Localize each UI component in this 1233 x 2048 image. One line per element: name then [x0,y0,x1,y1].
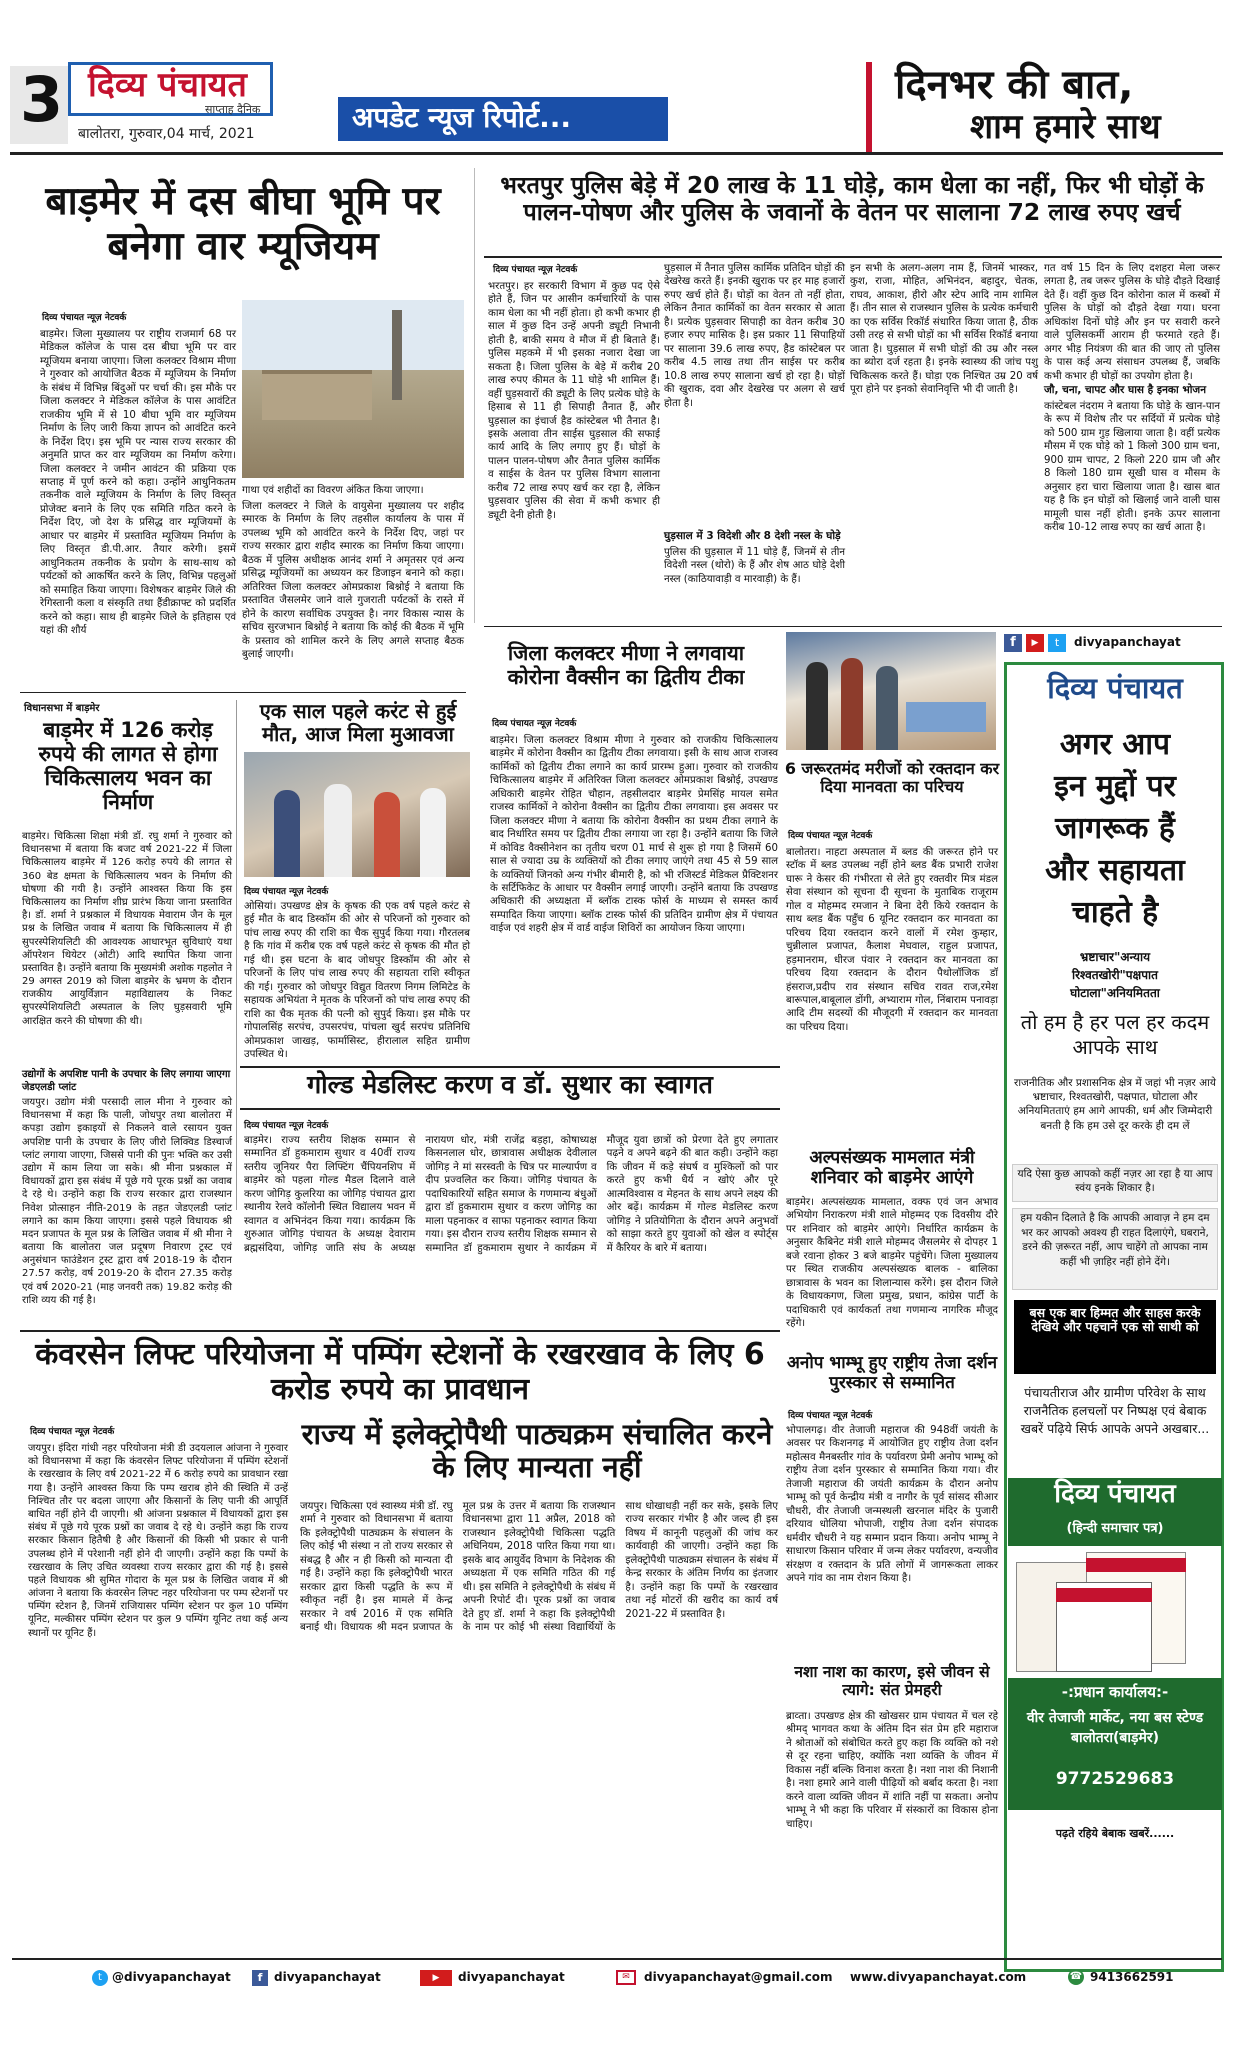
promo-desc2: पंचायतीराज और ग्रामीण परिवेश के साथ राजनैतिक हलचलों पर निष्पक्ष एवं बेबाक खबरें पढ़िये सिर्फ आपके अपने अखबार... [1020,1385,1210,1437]
bharatpur-headline: भरतपुर पुलिस बेड़े में 20 लाख के 11 घोड़े, काम धेला का नहीं, फिर भी घोड़ों के पालन-पोषण और पुलिस के जवानों के वेतन पर सालाना 72 लाख रुपए खर्च [500,171,1204,227]
hospital-text2: जयपुर। उद्योग मंत्री परसादी लाल मीना ने गुरुवार को विधानसभा में कहा कि पाली, जोधपुर तथा बालोतरा में कपड़ा उद्योग इकाइयों से निकलने वाले रसायन युक्त अपशिष्ट पानी के उपचार के लिए जीरो लिक्विड डिस्चार्ज प्लांट लगाया जाएगा, जिससे पानी की पुनः भक्ति कर उसी उद्योग में काम लिया जा सके। श्री मीना प्रश्नकाल में विधायकों द्वारा इस संबंध में पूछे गये पूरक प्रश्नों का जवाब दे रहे थे। उन्होंने कहा कि राज्य सरकार द्वारा राजस्थान निवेश प्रोत्साहन नीति-2019 के तहत जेडएलडी प्लांट लगाने का काम किया जाएगा। इससे पहले विधायक श्री मदन प्रजापत के मूल प्रश्न के लिखित जवाब में श्री मीना ने बताया कि बालोतरा जल प्रदूषण निवारण ट्रस्ट एवं अनुसंधान फाउंडेशन ट्रस्ट द्वारा वर्ष 2018-19 के दौरान 27.57 करोड़, वर्ष 2019-20 के दौरान 27.35 करोड़ एवं वर्ष 2020-21 (माह जनवरी तक) 19.82 करोड़ की राशि व्यय की गई है। [22,1097,232,1306]
bharatpur-col3: घुड़साल में तैनात पुलिस कार्मिक प्रतिदिन घोड़ों की देखरेख करते हैं। इनकी खुराक पर हर माह हजारों रुपए खर्च होते हैं। घोड़ों का वेतन तो नहीं होता, लेकिन तैनात कार्मिकों का वेतन सरकार से आता है। प्रत्येक घुड़सवार सिपाही का वेतन करीब 30 हजार रुपए मासिक है। इस प्रकार 11 सिपाहियों पर सालाना 39.6 लाख रुपए, हैड कांस्टेबल पर करीब 4.5 लाख तथा तीन साईस पर करीब 10.8 लाख रुपए सालाना खर्च हो रहा है। घोड़ों की खुराक, दवा और देखरेख पर अलग से खर्च होता है। [664,263,845,409]
bharatpur-col4b: कांस्टेबल नंदराम ने बताया कि घोड़े के खान-पान के रूप में विशेष तौर पर सर्दियों में प्रत्येक घोड़े को 500 ग्राम गुड़ खिलाया जाता है। वहीं प्रत्येक मौसम में एक घोड़े को 1 किलो 300 ग्राम चना, 900 ग्राम चापट, 2 किलो 220 ग्राम जौ और 8 किलो 180 ग्राम सूखी घास व मौसम के अनुसार हरा चारा खिलाया जाता है। खास बात यह है कि इन घोड़ों को खिलाई जाने वाली घास मामूली घास नहीं होती। इनके ऊपर सालाना करीब 10-12 लाख रुपए का खर्च आता है। [1044,401,1220,534]
bharatpur-col1: भरतपुर। हर सरकारी विभाग में कुछ पद ऐसे होते हैं, जिन पर आसीन कर्मचारियों के पास काम धेला का भी नहीं होता। हो कभी कभार ही साल में कुछ दिन उन्हें अपनी ड्यूटी निभानी होती है, बाकी समय वे मौज में ही बिताते हैं। पुलिस महकमे में भी इसका नजारा देखा जा सकता है। जिला पुलिस के बेड़े में करीब 20 लाख रुपए कीमत के 11 घोड़े भी शामिल हैं। वहीं घुड़सवारों की ड्यूटी के लिए प्रत्येक घोड़े के हिसाब से 11 ही सिपाही तैनात हैं, और घुड़साल का इंचार्ज हैड कांस्टेबल भी तैनात है। इसके अलावा तीन साईस घुड़साल की सफाई कार्य आदि के लिए लगाए हुए हैं। घोड़ों के पालन पालन-पोषण और तैनात पुलिस कार्मिक व साईस के वेतन पर पुलिस विभाग सालाना करीब 72 लाख रुपए खर्च कर रहा है, लेकिन घुड़सवार पुलिस की सेवा में कभी कभार ही ड्यूटी देनी होती है। [488,281,660,521]
promo-box1: यदि ऐसा कुछ आपको कहीं नज़र आ रहा है या आप स्वंय इनके शिकार है। [1012,1164,1218,1202]
social-row [1004,632,1220,654]
bharatpur-col4: इन सभी के अलग-अलग नाम हैं, जिनमें भास्कर, कुश, राजा, मोहित, अभिनंदन, बहादुर, चेतक, राघव, आकाश, हीरो और स्टेप आदि नाम शामिल हैं। तीन साल से राजस्थान पुलिस के प्रत्येक कर्मचारी का एक सर्विस रिकॉर्ड संधारित किया जाता है, ठीक उसी तरह से सभी घोड़ों का भी सर्विस रिकॉर्ड बनाया जाता है। घुड़साल में सभी घोड़ों की उम्र और नस्ल का ब्योरा दर्ज रहता है। इनके स्वास्थ्य की जांच पशु चिकित्सक करते हैं। घोड़ा एक निश्चित उम्र 20 वर्ष पूरा होने पर इनको सेवानिवृत्ति भी दी जाती है। [850,263,1038,396]
youtube-icon[interactable]: ▶ [420,1970,452,1986]
bharatpur-subhead2: जौ, चना, चापट और घास है इनका भोजन [1044,384,1207,396]
kanwarsen-byline: दिव्य पंचायत न्यूज़ नेटवर्क [30,1427,115,1437]
thumb-red-strip [1056,1588,1152,1602]
bharatpur-byline: दिव्य पंचायत न्यूज़ नेटवर्क [493,265,578,275]
rule [484,626,1222,627]
promo-phone[interactable]: 9772529683 [1055,1769,1175,1789]
slogan-line2: शाम हमारे साथ [970,107,1161,147]
masthead-rule [10,152,1223,155]
war-museum-text-left: बाड़मेर। जिला मुख्यालय पर राष्ट्रीय राजमार्ग 68 पर मेडिकल कॉलेज के पास दस बीघा भूमि पर वार म्यूजियम बनाया जाएगा। जिला कलक्टर विश्राम मीणा ने गुरुवार को आयोजित बैठक में म्यूजियम के निर्माण के संबंध में विभिन्न बिंदुओं पर चर्चा की। इस मौके पर जिला कलक्टर ने मेडिकल कॉलेज के पास आवंटित राजकीय भूमि में से 10 बीघा भूमि वार म्यूजियम निर्माण के लिए जारी किया ज्ञापन को आवंटित करने के निर्देश दिए। इस भूमि पर न्यास राज्य सरकार की अनुमति प्राप्त कर वार म्यूजियम का निर्माण करेगा। जिला कलक्टर ने जमीन आवंटन की प्रक्रिया एक सप्ताह में पूर्ण करने को कहा। उन्होंने आधुनिकतम तकनीक वाले म्यूजियम के निर्माण के लिए विस्तृत प्रोजेक्ट बनाने के लिए एक समिति गठित करने के निर्देश दिए, जो देश के प्रसिद्ध वार म्यूजियमों के आधार पर बाड़मेर में प्रस्तावित म्यूजियम निर्माण के लिए विस्तृत डी.पी.आर. तैयार करेगी। इसमें आधुनिकतम तकनीक के प्रयोग के साथ-साथ को पर्यटकों को आकर्षित करने के लिए, विभिन्न पहलुओं को समाहित किया जाएगा। विशेषकर बाड़मेर जिले की रेगिस्तानी कला व संस्कृति तथा हैंडीक्राफ्ट को प्रदर्शित करने को कहा। साथ ही बाड़मेर जिले के इतिहास एवं यहां की शौर्य [40,329,236,636]
addiction-headline: नशा नाश का कारण, इसे जीवन से त्यागे: संत प्रेमहरी [794,1663,990,1699]
person [876,666,898,750]
slogan-line1: दिनभर की बात, [895,62,1134,108]
monument [392,310,402,400]
bharatpur-subhead: घुड़साल में 3 विदेशी और 8 देशी नस्ल के घोड़े [664,530,841,542]
promo-footer: पढ़ते रहिये बेबाक खबरें...... [1055,1827,1175,1840]
hospital-sub: उद्योगों के अपशिष्ट पानी के उपचार के लिए लगाया जाएगा जेडएलडी प्लांट [22,1069,231,1093]
slogan-red-bar [866,62,872,152]
rule [484,256,1222,258]
rule [20,692,466,693]
person [841,658,863,750]
twitter-icon[interactable]: t [1048,634,1066,652]
masthead [0,0,1233,150]
war-museum-headline: बाड़मेर में दस बीघा भूमि पर बनेगा वार म्यूजियम [45,179,441,269]
blood-text: बालोतरा। नाहटा अस्पताल में ब्लड की जरूरत होने पर स्टॉक में ब्लड उपलब्ध नहीं होने ब्लड बैंक प्रभारी राजेश घारू ने केसर की गंभीरता से लेते हुए रक्तवीर मित्र मंडल सेवा संस्थान को सूचना दी सूचना के मुताबिक राजूराम गोल व मोहम्मद रमजान ने बिना देरी किये रक्तदान के साथ ब्लड बैंक पहुँच 6 यूनिट रक्तदान कर मानवता का परिचय दिया रक्तदान करने वालों में रमेश कुम्हार, चुन्नीलाल प्रजापत, कैलाश मेघवाल, राहुल प्रजापत, हड़मानराम, धीरज पंवार ने रक्तदान कर मानवता का परिचय दिया रक्तदान के दौरान पैथोलॉजिक डॉ हंसराज,प्रदीप राव संस्थान सचिव रावत राज,रमेश बारूपाल,बाबूलाल डोंगी, अभ्याराम गोल, निंबाराम पनावड़ा आदि टीम सदस्यों की मौजूदगी में रक्तदान कर मानवता का परिचय दिया। [786,847,998,1033]
sky [242,300,464,370]
hospital-text: बाड़मेर। चिकित्सा शिक्षा मंत्री डॉ. रघु शर्मा ने गुरुवार को विधानसभा में बताया कि बजट वर्ष 2021-22 में जिला चिकित्सालय बाड़मेर में 126 करोड़ रुपये की लागत से 360 बेड क्षमता के चिकित्सालय भवन के निर्माण की घोषणा की गयी है। उन्होंने आश्वस्त किया कि इस चिकित्सालय का निर्माण शीघ्र प्रारंभ किया जाना प्रस्तावित है। डॉ. शर्मा ने प्रश्नकाल में विधायक मेवाराम जैन के मूल प्रश्न के लिखित जवाब में बताया कि चिकित्सालय में ही सुपरस्पेशियलिटी की आवश्यक आधारभूत सुविधाएं यथा ऑपरेशन थियेटर (ओटी) आदि स्थापित किया जाना प्रस्तावित है। उन्होंने बताया कि मुख्यमंत्री अशोक गहलोत ने 29 अगस्त 2019 को जिला बाड़मेर के भ्रमण के दौरान राजकीय आयुर्विज्ञान महाविद्यालय के निकट सुपरस्पेशियलिटी अस्पताल के लिए घुड़सवारी भूमि आरक्षित करने की घोषणा की थी। [22,831,232,1027]
vaccine-byline: दिव्य पंचायत न्यूज़ नेटवर्क [492,719,577,729]
compensation-photo [244,752,470,877]
darshan-headline: अनोप भाम्भू हुए राष्ट्रीय तेजा दर्शन पुरस्कार से सम्मानित [786,1353,998,1393]
promo-brand: दिव्य पंचायत [1047,671,1183,705]
promo-line1: अगर आप [1059,727,1171,762]
darshan-text: भोपालगढ़। वीर तेजाजी महाराज की 948वीं जयंती के अवसर पर किशनगढ़ में आयोजित हुए राष्ट्रीय तेजा दर्शन महोत्सव मैनबस्तीर गांव के पर्यावरण प्रेमी अनोप भाम्भू को राष्ट्रीय तेजा दर्शन पुरस्कार से सम्मानित किया गया। वीर तेजाजी महाराज की जयंती कार्यक्रम के दौरान अनोप भाम्भू को पूर्व केन्द्रीय मंत्री व नागौर के पूर्व सांसद सीआर चौधरी, वीर तेजाजी जन्मस्थली खरनाल मंदिर के पुजारी दरियाव धोलिया भोपाजी, राष्ट्रीय तेजा दर्शन संपादक धर्मवीर चौधरी ने यह सम्मान प्रदान किया। अनोप भाम्भू ने साधारण किसान परिवार में जन्म लेकर पर्यावरण, वन्यजीव संरक्षण व रक्तदान के प्रति लोगों में जागरूकता लाकर अपने गांव का नाम रोशन किया है। [786,1425,998,1584]
blood-photo [786,632,996,750]
vaccine-headline: जिला कलक्टर मीणा ने लगवाया कोरोना वैक्सीन का द्वितीय टीका [507,641,745,689]
dateline: बालोतरा, गुरुवार,04 मार्च, 2021 [78,126,255,142]
youtube-icon[interactable]: ▶ [1026,634,1044,652]
facebook-icon[interactable]: f [1004,634,1022,652]
promo-box2: हम यकीन दिलाते है कि आपकी आवाज़ ने हम दम भर कर आपको अवश्य ही राहत दिलाएंगे, घबराने, डरने की ज़रूरत नहीं, आप चाहेंगे तो आपका नाम कहीं भी ज़ाहिर नहीं होने देंगे। [1012,1208,1218,1290]
email-icon[interactable]: ✉ [616,1970,636,1985]
blood-headline: 6 जरूरतमंद मरीजों को रक्तदान कर दिया मानवता का परिचय [784,759,1000,797]
paper-tag: साप्ताह दैनिक [205,103,261,116]
hospital-kicker: विधानसभा में बाड़मेर [24,703,100,714]
footer-website[interactable]: www.divyapanchayat.com [850,1970,1027,1984]
compensation-byline: दिव्य पंचायत न्यूज़ नेटवर्क [244,887,329,897]
twitter-icon[interactable]: t [92,1970,108,1986]
promo-issue2: रिश्वतखोरी"पक्षपात [1071,968,1158,982]
promo-office-addr: वीर तेजाजी मार्केट, नया बस स्टेण्ड बालोतरा(बाड़मेर) [1026,1710,1204,1747]
promo-line2: इन मुद्दों पर [1054,769,1176,804]
thumb-red-strip [1086,1558,1186,1572]
minister-headline: अल्पसंख्यक मामलात मंत्री शनिवार को बाड़मेर आएंगे [809,1148,975,1189]
bharatpur-frame [474,168,475,623]
page-number: 3 [20,63,64,136]
footer-phone[interactable]: 9413662591 [1090,1970,1174,1984]
promo-brand2-sub: (हिन्दी समाचार पत्र) [1066,1521,1164,1536]
addiction-text: ब्राव्ता। उपखण्ड क्षेत्र की खोखसर ग्राम पंचायत में चल रहे श्रीमद् भागवत कथा के अंतिम दिन संत प्रेम हरि महाराज ने श्रोताओं को संबोधित करते हुए कहा कि व्यक्ति को नशे से दूर रहना चाहिए, क्योंकि नशा व्यक्ति के जीवन में विकास नहीं बल्कि विनाश करता है। नशा नाश की निशानी है। नशा हमारे आने वाली पीढ़ियों को बर्बाद करता है। नशा करने वाला व्यक्ति जीवन में शांति नहीं पा सकता। अनोप भाम्भू ने भी कहा कि परिवार में संस्कारों का विकास होना चाहिए। [786,1711,998,1830]
bed [906,702,986,732]
rule [20,1330,780,1332]
facebook-icon[interactable]: f [252,1970,268,1986]
kanwarsen-headline: कंवरसेन लिफ्ट परियोजना में पम्पिंग स्टेशनों के रखरखाव के लिए 6 करोड रुपये का प्रावधान [35,1337,765,1407]
phone-icon: ☎ [1068,1969,1084,1985]
footer-bar [12,1958,1222,1994]
electro-headline: राज्य में इलेक्ट्रोपैथी पाठ्यक्रम संचालित करने के लिए मान्यता नहीं [301,1417,773,1485]
person [324,784,352,877]
person [274,790,300,877]
social-handle[interactable]: divyapanchayat [1074,635,1181,649]
gold-text: बाड़मेर। राज्य स्तरीय शिक्षक सम्मान से सम्मानित डॉ हुकमाराम सुथार व 40वीं राज्य स्तरीय जूनियर पैरा लिफ्टिंग चैंपियनशिप में बाड़मेर को पहला गोल्ड मैडल दिलाने वाले करण जोगिड़ कुलरिया का जोगिड़ पंचायत द्वारा स्थानीय रेलवे कॉलोनी स्थित विद्यालय भवन में स्वागत व अभिनंदन किया गया। कार्यक्रम कि शुरुआत जोगिड़ पंचायत के अध्यक्ष देवाराम ब्रह्मसंदिया, जोगिड़ जाति संघ के अध्यक्ष नारायण धोर, मंत्री राजेंद्र बड़हा, कोषाध्यक्ष किसनलाल धोर, छात्रावास अधीक्षक देवीलाल जोगिड़ ने मां सरस्वती के चित्र पर माल्यार्पण व दीप प्रज्वलित कर किया। जोगिड़ पंचायत के पदाधिकारियों सहित समाज के गणमान्य बंधुओं द्वारा डॉ हुकमाराम सुथार व करण जोगिड़ का माला पहनाकर व साफा पहनाकर स्वागत किया गया। इस दौरान राज्य स्तरीय शिक्षक सम्मान से सम्मानित डॉ हुकमाराम सुथार ने कार्यक्रम में मौजूद युवा छात्रों को प्रेरणा देते हुए लगातार पढ़ने व अपने बढ़ने की बात कही। उन्होंने कहा कि जीवन में कड़े संघर्ष व मुश्किलों को पार करते हुए कभी धैर्य न खोएं और पूरे आत्मविश्वास व मेहनत के साथ अपने लक्ष्य की ओर बढ़ें। कार्यक्रम में गोल्ड मेडलिस्ट करण जोगिड़ ने प्रतियोगिता के दौरान अपने अनुभवों को साझा करते हुए युवाओं को खेल व स्पोर्ट्स में कैरियर के बारे में बताया। [244,1135,778,1254]
footer-youtube[interactable]: divyapanchayat [458,1970,565,1984]
promo-line3: जागरूक हैं [1055,811,1175,846]
blood-byline: दिव्य पंचायत न्यूज़ नेटवर्क [788,831,873,841]
footer-facebook[interactable]: divyapanchayat [274,1970,381,1984]
promo-black1: बस एक बार हिम्मत और साहस करके देखिये और पहचानें एक सो साथी को [1014,1300,1216,1374]
person [420,788,446,877]
promo-issue1: भ्रष्टाचार"अन्याय [1079,950,1151,964]
person [806,662,828,750]
update-banner-text: अपडेट न्यूज रिपोर्ट... [352,101,572,134]
darshan-byline: दिव्य पंचायत न्यूज़ नेटवर्क [788,1411,873,1421]
compensation-headline: एक साल पहले करंट से हुई मौत, आज मिला मुआवजा [259,699,457,746]
promo-paper-thumbs [1016,1552,1216,1672]
vaccine-text: बाड़मेर। जिला कलक्टर विश्राम मीणा ने गुरुवार को राजकीय चिकित्सालय बाड़मेर में कोरोना वैक्सीन का द्वितीय टीका लगवाया। इसी के साथ आज राजस्व कार्मिकों को द्वितीय टीका लगाने का कार्य प्रारम्भ हुआ। गुरुवार को राजकीय चिकित्सालय बाड़मेर में अतिरिक्त जिला कलक्टर ओमप्रकाश बिश्नोई, उपखण्ड अधिकारी बाड़मेर रोहित चौहान, तहसीलदार बाड़मेर प्रेमसिंह मायल समेत राजस्व कार्मिकों ने कोरोना वैक्सीन का द्वितीय टीका लगवाया। इस अवसर पर जिला कलक्टर मीणा ने बताया कि कोरोना वैक्सीन का प्रथम टीका लगाने के बाद निर्धारित समय पर द्वितीय टीका लगाया जा रहा है। उन्होंने बताया कि जिले में कोविड वैक्सीनेशन का तृतीय चरण 01 मार्च से शुरू हो गया है जिसमें 60 साल से ज्यादा उम्र के व्यक्तियों को टीका लगाए जाएंगे तथा 45 से 59 साल के व्यक्तियों जिनको अन्य गंभीर बीमारी है, को भी रजिस्टर्ड मेडिकल प्रैक्टिशनर के सर्टिफिकेट के आधार पर वैक्सीन लगाई जाएगी। उन्होंने बताया कि उपखण्ड अधिकारी की अध्यक्षता में ब्लॉक टास्क फोर्स के माध्यम से समस्त कार्य सम्पादित किया जाएगा। ब्लॉक टास्क फोर्स की प्रतिदिन ग्रामीण क्षेत्र में पंचायत वाईज एवं शहरी क्षेत्र में वार्ड वाईज शिविरों का आयोजन किया जाएगा। [490,735,778,935]
compensation-text: ओसियां। उपखण्ड क्षेत्र के कृषक की एक वर्ष पहले करंट से हुई मौत के बाद डिस्कॉम की ओर से परिजनों को गुरुवार को पांच लाख रुपए की राशि का चैक सुपुर्द किया गया। गौरतलब है कि गांव में करीब एक वर्ष पहले करंट से कृषक की मौत हो गई थी। इस घटना के बाद जोधपुर डिस्कॉम की ओर से परिजनों के लिए पांच लाख रुपए की सहायता राशि स्वीकृत की गई। गुरुवार को जोधपुर विद्युत वितरण निगम लिमिटेड के सहायक अभियंता ने मृतक के परिजनों को पांच लाख रुपए की राशि का चैक मृतक की पत्नी को सुपुर्द किया। इस मौके पर गोपालसिंह सरपंच, उपसरपंच, पांचला खुर्द सरपंच प्रतिनिधि ओमप्रकाश जाखड़, फार्मासिस्ट, हीरालाल सहित ग्रामीण उपस्थित थे। [244,901,470,1060]
rule [236,700,237,1210]
promo-desc: राजनीतिक और प्रशासनिक क्षेत्र में जहां भी नज़र आये भ्रष्टाचार, रिश्वतखोरी, पक्षपात, घोटाला और अनियमितताएं हम आगे आपकी, धर्म और जिम्मेदारी बनती है कि हम उसे दूर करके ही दम लें [1014,1077,1216,1132]
war-museum-text-right: जिला कलक्टर ने जिले के वायुसेना मुख्यालय पर शहीद स्मारक के निर्माण के लिए तहसील कार्यालय के पास में उपलब्ध भूमि को आवंटित करने के निर्देश दिए, जहां पर राज्य सरकार द्वारा शहीद स्मारक का निर्माण किया जाएगा। बैठक में पुलिस अधीक्षक आनंद शर्मा ने अमृतसर एवं अन्य प्रसिद्ध म्यूजियमों का अध्ययन कर डिजाइन बनाने को कहा। अतिरिक्त जिला कलक्टर ओमप्रकाश बिश्नोई ने बताया कि प्रस्तावित जैसलमेर जाने वाले गुजराती पर्यटकों के रास्ते में होने के कारण सर्वाधिक उपयुक्त है। नगर विकास न्यास के सचिव सुरजभान बिश्नोई ने बताया कि कोई की बैठक में भूमि के प्रस्ताव को शामिल करने के लिए अगले सप्ताह बैठक बुलाई जाएगी। [242,501,464,660]
footer-twitter[interactable]: @divyapanchayat [112,1970,231,1984]
bharatpur-col4-extra: गत वर्ष 15 दिन के लिए दशहरा मेला जरूर लगता है, तब जरूर पुलिस के घोड़े दौड़ते दिखाई देते हैं। वहीं कुछ दिन कोरोना काल में कस्बों में पुलिस के घोड़ों को दौड़ते देखा गया। घरना अधिकांश दिनों घोड़े और इन पर सवारी करने वाले पुलिसकर्मी आराम ही फरमाते रहते हैं। अगर भीड़ नियंत्रण की बात की जाए तो पुलिस के पास कई अन्य संसाधन उपलब्ध हैं, जबकि कभी कभार ही घोड़ों का उपयोग होता है। [1044,263,1220,382]
promo-office-label: -:प्रधान कार्यालय:- [1061,1683,1169,1701]
promo-tagline: तो हम है हर पल हर कदम आपके साथ [1020,1010,1210,1059]
minister-text: बाड़मेर। अल्पसंख्यक मामलात, वक्फ एवं जन अभाव अभियोग निराकरण मंत्री शाले मोहम्मद एक दिवसीय दौरे पर शनिवार को बाड़मेर आएंगे। निर्धारित कार्यक्रम के अनुसार कैबिनेट मंत्री शाले मोहम्मद जैसलमेर से दोपहर 1 बजे रवाना होकर 3 बजे बाड़मेर पहुंचेंगे। जिला मुख्यालय पर स्थित राजकीय अल्पसंख्यक बालक - बालिका छात्रावास के भवन का शिलान्यास करेंगे। इस दौरान जिले के विधायकगण, जिला प्रमुख, प्रधान, कांग्रेस पार्टी के पदाधिकारी एवं कार्यकर्ता तथा गणमान्य नागरिक मौजूद रहेंगे। [786,1197,998,1330]
promo-brand2: दिव्य पंचायत [1054,1479,1176,1509]
bharatpur-col3b: पुलिस की घुड़साल में 11 घोड़े हैं, जिनमें से तीन विदेशी नस्ल (थोरो) के हैं और शेष आठ घोड़े देशी नस्ल (काठियावाड़ी व मारवाड़ी) के हैं। [664,547,845,585]
building [262,370,372,420]
promo-line5: चाहते है [1071,895,1159,930]
war-museum-byline: दिव्य पंचायत न्यूज़ नेटवर्क [42,313,127,323]
war-museum-photo [242,300,464,478]
footer-email[interactable]: divyapanchayat@gmail.com [644,1970,833,1984]
hospital-headline: बाड़मेर में 126 करोड़ रुपये की लागत से होगा चिकित्सालय भवन का निर्माण [38,718,218,815]
promo-issue3: घोटाला"अनियमितता [1070,986,1160,1000]
paper-name: दिव्य पंचायत [88,65,247,105]
war-museum-caption: गाथा एवं शहीदों का विवरण अंकित किया जाएगा। [242,485,424,496]
gold-byline: दिव्य पंचायत न्यूज़ नेटवर्क [244,1121,329,1131]
promo-line4: और सहायता [1045,853,1185,888]
electro-text: जयपुर। चिकित्सा एवं स्वास्थ्य मंत्री डॉ. रघु शर्मा ने गुरुवार को विधानसभा में बताया कि इलेक्ट्रोपैथी पाठ्यक्रम के संचालन के लिए कोई भी संस्था न तो राज्य सरकार से संबद्ध है और न ही किसी को मान्यता दी गई है। उन्होंने कहा कि इलेक्ट्रोपैथी भारत सरकार द्वारा किसी पद्धति के रूप में स्वीकृत नहीं है। इस मामले में केन्द्र सरकार ने वर्ष 2016 में एक समिति बनाई थी। विधायक श्री मदन प्रजापत के मूल प्रश्न के उत्तर में बताया कि राजस्थान विधानसभा द्वारा 11 अप्रैल, 2018 को राजस्थान इलेक्ट्रोपैथी चिकित्सा पद्धति अधिनियम, 2018 पारित किया गया था। इसके बाद आयुर्वेद विभाग के निदेशक की अध्यक्षता में एक समिति गठित की गई थी। इस समिति ने इलेक्ट्रोपैथी के संबंध में अपनी रिपोर्ट दी। पूरक प्रश्नों का जवाब देते हुए डॉ. शर्मा ने कहा कि इलेक्ट्रोपैथी के नाम पर कोई भी संस्था विद्यार्थियों के साथ धोखाधड़ी नहीं कर सके, इसके लिए राज्य सरकार गंभीर है और जल्द ही इस विषय में कानूनी पहलुओं की जांच कर कार्यवाही की जाएगी। उन्होंने कहा कि इलेक्ट्रोपैथी पाठ्यक्रम संचालन के संबंध में केन्द्र सरकार के अंतिम निर्णय का इंतजार है। उन्होंने कहा कि पम्पों के रखरखाव तथा नई मोटरों की खरीद का कार्य वर्ष 2021-22 में प्रस्तावित है। [300,1501,778,1634]
kanwarsen-text: जयपुर। इंदिरा गांधी नहर परियोजना मंत्री डी उदयलाल आंजना ने गुरुवार को विधानसभा में कहा कि कंवरसेन लिफ्ट परियोजना में पम्पिंग स्टेशनों के रखरखाव के लिए वर्ष 2021-22 में 6 करोड़ रुपये का प्रावधान रखा गया है। उन्होंने आश्वस्त किया कि पम्प खराब होने की स्थिति में उन्हें निश्चित तौर पर बदला जाएगा और किसानों के लिए पानी की आपूर्ति बाधित नहीं होने दी जाएगी। श्री आंजना प्रश्नकाल में विधायकों द्वारा इस संबंध में पूछे गये पूरक प्रश्नों का जवाब दे रहे थे। उन्होंने कहा कि राज्य सरकार किसान हितैषी है और किसानों की किसी भी प्रकार से पानी उपलब्ध होने में परेशानी नहीं होने दी जाएगी। उन्होंने कहा कि पम्पों के रखरखाव के लिए उचित व्यवस्था राज्य सरकार द्वारा की गई है। इससे पहले विधायक श्री सुमित गोदारा के मूल प्रश्न के लिखित जवाब में श्री आंजना ने बताया कि कंवरसेन लिफ्ट नहर परियोजना पर पम्प स्टेशनों पर पम्पिंग स्टेशन है, जिनमें राजियासर पम्पिंग स्टेशन पर कुल 10 पम्पिंग यूनिट, मल्कीसर पम्पिंग स्टेशन पर कुल 9 पम्पिंग यूनिट तथा कई अन्य स्थानों पर यूनिट हैं। [28,1443,288,1639]
person [374,792,400,877]
gold-headline: गोल्ड मेडलिस्ट करण व डॉ. सुथार का स्वागत [307,1070,713,1099]
